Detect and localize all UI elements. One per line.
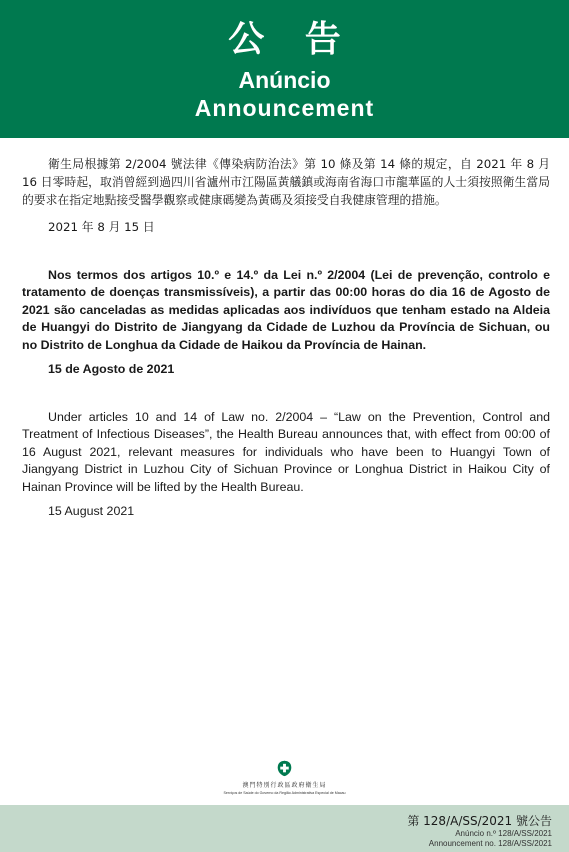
announcement-header: [0, 0, 569, 138]
portuguese-date: 15 de Agosto de 2021: [48, 362, 175, 376]
reference-footer: [0, 805, 569, 852]
reference-number-english: Announcement no. 128/A/SS/2021: [428, 839, 552, 848]
health-bureau-cross-icon: [276, 760, 293, 777]
title-english: Announcement: [194, 95, 375, 121]
logo-org-chinese: 澳門特別行政區政府衛生局: [242, 782, 327, 789]
health-bureau-logo: [212, 760, 357, 800]
english-date: 15 August 2021: [48, 504, 135, 518]
logo-org-portuguese: Serviços de Saúde do Governo da Região Administrativa Especial de Macau: [223, 791, 346, 795]
title-chinese: 公 告: [228, 19, 355, 60]
portuguese-paragraph: Nos termos dos artigos 10.º e 14.º da Lei n.º 2/2004 (Lei de prevenção, controlo e tratamento de doenças transmissíveis), a partir das 00:00 horas do dia 16 de Agosto de 2021 são canceladas as medidas aplicadas aos indivíduos que tenham estado na Aldeia de Huangyi do Distrito de Jiangyang da Cidade de Luzhou da Província de Sichuan, ou no Distrito de Longhua da Cidade de Haikou da Província de Hainan.: [22, 268, 550, 352]
reference-number-portuguese: Anúncio n.º 128/A/SS/2021: [455, 829, 552, 838]
title-portuguese: Anúncio: [238, 67, 331, 93]
chinese-date: 2021 年 8 月 15 日: [48, 220, 155, 234]
chinese-paragraph: 衛生局根據第 2/2004 號法律《傳染病防治法》第 10 條及第 14 條的規定，自 2021 年 8 月 16 日零時起，取消曾經到過四川省瀘州市江陽區黃艤鎮或海南省海口市龍華區的人士須按照衛生當局的要求在指定地點接受醫學觀察或健康碼變為黃碼及須接受自我健康管理的措施。: [22, 157, 550, 207]
english-paragraph: Under articles 10 and 14 of Law no. 2/2004 – “Law on the Prevention, Control and Treatment of Infectious Diseases”, the Health Bureau announces that, with effect from 00:00 of 16 August 2021, relevant measures for individuals who have been to Huangyi Town of Jiangyang District in Luzhou City of Sichuan Province or Longhua District in Haikou City of Hainan Province will be lifted by the Health Bureau.: [22, 410, 550, 494]
reference-number-chinese: 第 128/A/SS/2021 號公告: [407, 814, 552, 828]
